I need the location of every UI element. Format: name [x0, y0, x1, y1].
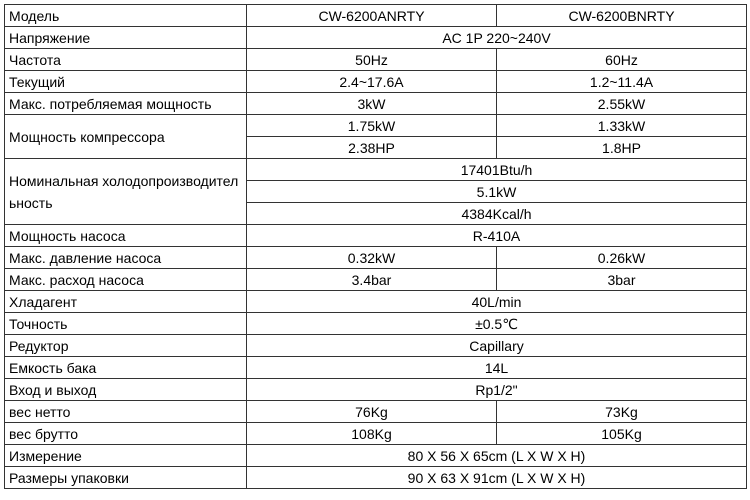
cooling-btu-value: 17401Btu/h — [247, 159, 747, 181]
row-label-refrigerant: Хладагент — [5, 291, 247, 313]
precision-value: ±0.5℃ — [247, 313, 747, 335]
row-label-compressor-power: Мощность компрессора — [5, 115, 247, 159]
table-row-model — [5, 5, 747, 27]
cooling-kcal-value: 4384Kcal/h — [247, 203, 747, 225]
table-row-voltage — [5, 27, 747, 49]
row-label-voltage: Напряжение — [5, 27, 247, 49]
table-row-tank — [5, 357, 747, 379]
net-weight-a-value: 76Kg — [247, 401, 497, 423]
frequency-a-value: 50Hz — [247, 49, 497, 71]
compressor-b-kw-value: 1.33kW — [497, 115, 747, 137]
table-row-gross-weight — [5, 423, 747, 445]
row-label-cooling-capacity: Номинальная холодопроизводительность — [5, 159, 247, 225]
table-row-frequency — [5, 49, 747, 71]
gross-weight-b-value: 105Kg — [497, 423, 747, 445]
tank-value: 14L — [247, 357, 747, 379]
row-label-current: Текущий — [5, 71, 247, 93]
row-label-reducer: Редуктор — [5, 335, 247, 357]
table-row-cooling-btu — [5, 159, 747, 181]
row-label-package: Размеры упаковки — [5, 467, 247, 489]
table-row-package — [5, 467, 747, 489]
compressor-a-kw-value: 1.75kW — [247, 115, 497, 137]
voltage-value: AC 1P 220~240V — [247, 27, 747, 49]
pump-flow-b-value: 3bar — [497, 269, 747, 291]
pump-power-value: R-410A — [247, 225, 747, 247]
row-label-gross-weight: вес брутто — [5, 423, 247, 445]
gross-weight-a-value: 108Kg — [247, 423, 497, 445]
row-label-pump-power: Мощность насоса — [5, 225, 247, 247]
row-label-pump-flow: Макс. расход насоса — [5, 269, 247, 291]
table-row-max-power — [5, 93, 747, 115]
compressor-b-hp-value: 1.8HP — [497, 137, 747, 159]
pump-flow-a-value: 3.4bar — [247, 269, 497, 291]
spec-table — [4, 4, 747, 489]
table-row-pump-power — [5, 225, 747, 247]
table-row-precision — [5, 313, 747, 335]
table-row-compressor-kw — [5, 115, 747, 137]
table-row-reducer — [5, 335, 747, 357]
table-row-inlet-outlet — [5, 379, 747, 401]
compressor-a-hp-value: 2.38HP — [247, 137, 497, 159]
model-a-value: CW-6200ANRTY — [247, 5, 497, 27]
table-row-pump-flow — [5, 269, 747, 291]
table-row-dimension — [5, 445, 747, 467]
max-power-a-value: 3kW — [247, 93, 497, 115]
row-label-tank: Емкость бака — [5, 357, 247, 379]
table-row-pump-pressure — [5, 247, 747, 269]
max-power-b-value: 2.55kW — [497, 93, 747, 115]
net-weight-b-value: 73Kg — [497, 401, 747, 423]
package-value: 90 X 63 X 91cm (L X W X H) — [247, 467, 747, 489]
row-label-dimension: Измерение — [5, 445, 247, 467]
table-row-refrigerant — [5, 291, 747, 313]
cooling-kw-value: 5.1kW — [247, 181, 747, 203]
row-label-net-weight: вес нетто — [5, 401, 247, 423]
table-row-net-weight — [5, 401, 747, 423]
current-b-value: 1.2~11.4A — [497, 71, 747, 93]
row-label-max-power: Макс. потребляемая мощность — [5, 93, 247, 115]
inlet-outlet-value: Rp1/2" — [247, 379, 747, 401]
dimension-value: 80 X 56 X 65cm (L X W X H) — [247, 445, 747, 467]
current-a-value: 2.4~17.6A — [247, 71, 497, 93]
frequency-b-value: 60Hz — [497, 49, 747, 71]
refrigerant-value: 40L/min — [247, 291, 747, 313]
row-label-inlet-outlet: Вход и выход — [5, 379, 247, 401]
row-label-frequency: Частота — [5, 49, 247, 71]
row-label-precision: Точность — [5, 313, 247, 335]
pump-pressure-a-value: 0.32kW — [247, 247, 497, 269]
reducer-value: Capillary — [247, 335, 747, 357]
row-label-pump-pressure: Макс. давление насоса — [5, 247, 247, 269]
model-b-value: CW-6200BNRTY — [497, 5, 747, 27]
table-row-current — [5, 71, 747, 93]
row-label-model: Модель — [5, 5, 247, 27]
pump-pressure-b-value: 0.26kW — [497, 247, 747, 269]
